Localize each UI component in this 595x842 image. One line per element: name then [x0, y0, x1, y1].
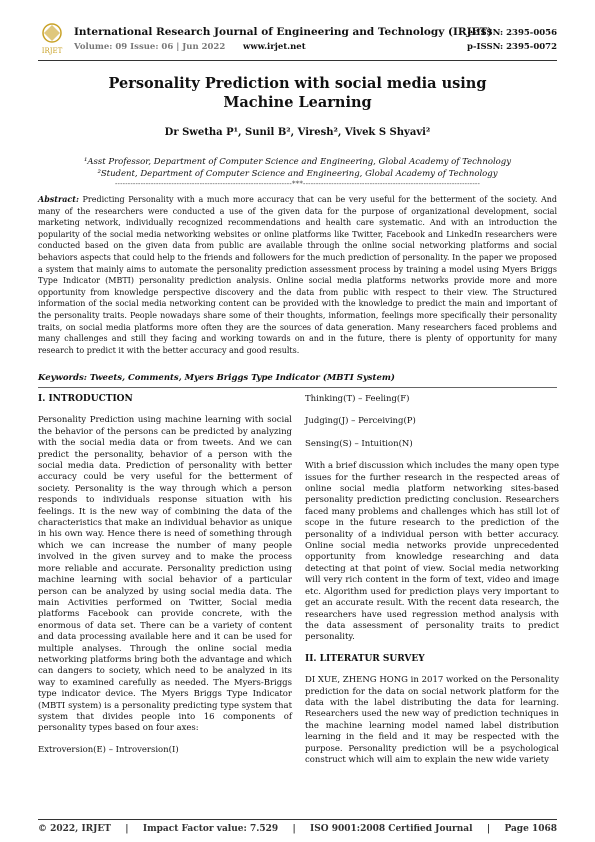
pissn: p-ISSN: 2395-0072 [467, 42, 557, 52]
mbti-axis-jp: Judging(J) – Perceiving(P) [305, 416, 416, 427]
footer-page-number: Page 1068 [504, 824, 557, 834]
section-separator: ---------------------------------------------------------------------***--------------------------------------------------------------------- [114, 180, 481, 188]
mbti-axis-sn: Sensing(S) – Intuition(N) [305, 438, 413, 449]
header-divider [38, 60, 557, 61]
journal-title: International Research Journal of Engineering and Technology (IRJET) [74, 26, 493, 38]
literature-paragraph: DI XUE, ZHENG HONG in 2017 worked on the Personality prediction for the data on social network platform for the data with the label distributing the data for learning. Researchers used the new way of prediction techniques in the machine learning model named label distribution learning in the field and it may be respected with the purpose. Personality prediction will be a psychological construct which will aim to explain the new wide variety [305, 675, 559, 765]
left-column [38, 394, 292, 767]
abstract-label: Abstract: [38, 194, 79, 204]
footer-pipe: | [486, 824, 491, 834]
paper-title: Personality Prediction with social media using Machine Learning [108, 75, 487, 111]
footer-divider [38, 819, 557, 820]
keywords-divider [38, 387, 557, 388]
affiliation-1: ¹Asst Professor, Department of Computer Science and Engineering, Global Academy of Technology [83, 157, 512, 167]
introduction-paragraph: Personality Prediction using machine learning with social the behavior of the persons can be predicted by analyzing with the social media data or from tweets. And we can predict the personality, behavior of a person with the social media data. Prediction of personality with better accuracy could be very useful for the betterment of society. Personality is the way through which a person responds to individuals response situation with his feelings. It is the new way of combining the data of the characteristics that make an individual behavior as unique in his own way. Hence there is need of something through which we can increase the number of many people involved in the given survey and to make the process more reliable and accurate. Personality prediction using machine learning with social behavior of a particular person can be analyzed by using social media data. The main Activities performed on Twitter, Social media platforms Facebook can provide concrete, with the enormous of data set. There can be a variety of content and data processing available here and it can be used for multiple analyses. Through the online social media networking platforms bring both the advantage and which can dangers to society, which need to be analyzed in its way to examined carefully as needed. The Myers-Briggs type indicator device. The Myers Briggs Type Indicator (MBTI system) is a personality predicting type system that system that divides people into 16 components of personality types based on four axes: [38, 415, 292, 734]
eissn: e-ISSN: 2395-0056 [467, 28, 557, 38]
abstract [38, 194, 557, 356]
discussion-paragraph: With a brief discussion which includes the many open type issues for the further research in the respected areas of online social media platform networking sites-based personality prediction predicting conclusion. Researchers faced many problems and challenges which has still lot of scope in the future research to the prediction of the personality of a individual person with better accuracy. Online social media networks provide unprecedented opportunity from knowledge researching and data detecting at that point of view. Social media networking will very rich content in the form of text, video and image etc. Algorithm used for prediction plays very important to get an accurate result. With the recent data research, the researchers have used regression method analysis with the data assessment of personality traits to predict personality. [305, 461, 559, 643]
journal-header [38, 22, 557, 58]
page-footer [38, 824, 557, 834]
mbti-axis-tf: Thinking(T) – Feeling(F) [305, 394, 410, 404]
irjet-logo-icon [38, 22, 66, 56]
section-heading-literature-survey: II. LITERATUR SURVEY [305, 653, 425, 664]
issue-info: Volume: 09 Issue: 06 | Jun 2022 [74, 42, 226, 52]
logo-text: IRJET [41, 47, 63, 55]
section-heading-introduction: I. INTRODUCTION [38, 394, 133, 404]
abstract-text: Predicting Personality with a much more accuracy that can be very useful for the betterment of the society. And many of the researchers were conducted a use of the given data for the purpose of organizational development, social marketing network, individually recognized recommendations and health care systematic. And with an introduction the popularity of the social media networking websites or online platforms like Twitter, Facebook and LinkedIn researchers were conducted based on the given data from public are available through the online social networking platforms and social behaviors aspects that could help to the friends and followers for the much prediction of personality. In the paper we proposed a system that mainly aims to automate the personality prediction assessment process by training a model using Myers Briggs Type Indicator (MBTI) personality prediction analysis. Online social media platforms networks provide more and more opportunity from knowledge perspective discovery and the data from public with respect to their view. The Structured information of the social media networking content can be provided with the knowledge to predict the main and important of the personality traits. People nowadays share some of their thoughts, information, feelings more specifically their personality traits, on social media platforms more often they are the sources of data generation. Many researchers faced problems and many challenges and still they facing and working towards on and in the future, there is plenty of opportunity for many research to predict it with the better accuracy and good results. [38, 195, 558, 355]
right-column [305, 394, 559, 766]
mbti-axis-ei: Extroversion(E) – Introversion(I) [38, 744, 179, 755]
footer-impact-factor: Impact Factor value: 7.529 [142, 824, 279, 834]
author-list: Dr Swetha P¹, Sunil B², Viresh², Vivek S Shyavi² [164, 127, 431, 138]
footer-copyright: © 2022, IRJET [38, 824, 111, 834]
keywords: Keywords: Tweets, Comments, Myers Briggs Type Indicator (MBTI System) [38, 373, 395, 383]
affiliation-2: ²Student, Department of Computer Science and Engineering, Global Academy of Technology [97, 169, 498, 179]
journal-url[interactable]: www.irjet.net [243, 42, 306, 52]
footer-pipe: | [125, 824, 129, 834]
footer-iso: ISO 9001:2008 Certified Journal [310, 824, 473, 834]
footer-pipe: | [292, 824, 296, 834]
